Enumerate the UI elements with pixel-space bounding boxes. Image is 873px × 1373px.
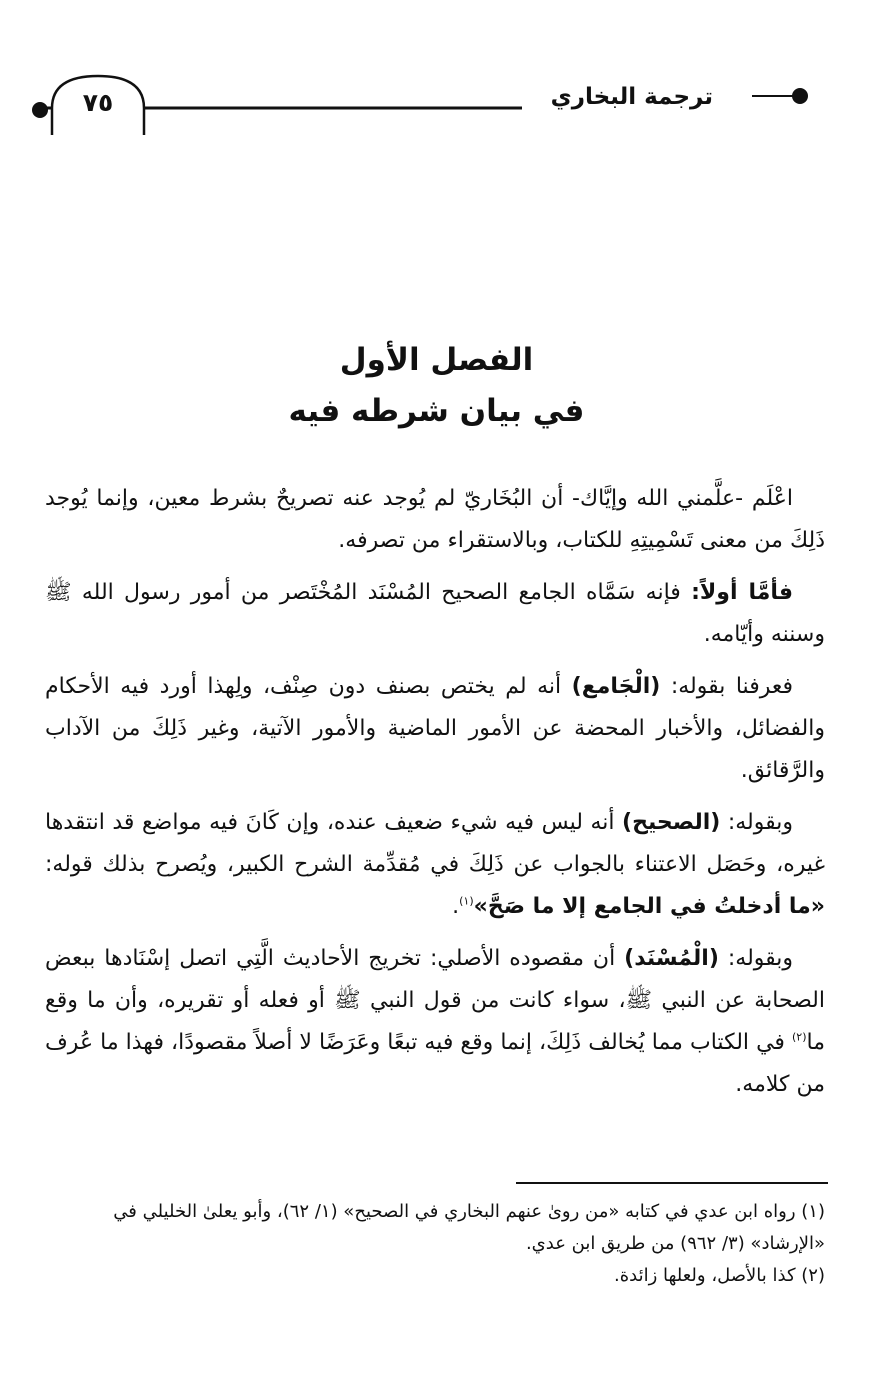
page-header <box>0 0 873 150</box>
page-number: ٧٥ <box>82 88 114 117</box>
paragraph-sahih-end: . <box>452 894 460 919</box>
header-ornament <box>0 0 873 150</box>
lead-phrase: فأمَّا أولاً: <box>691 580 793 605</box>
paragraph-intro <box>45 478 825 562</box>
paragraph-first-point-text: فإنه سَمَّاه الجامع الصحيح المُسْنَد المُخْتَصر من أمور رسول الله ﷺ وسننه وأيّامه. <box>45 580 825 647</box>
paragraph-first-point <box>45 572 825 656</box>
paragraph-musnad-text-b: في الكتاب مما يُخالف ذَلِكَ، إنما وقع فيه تبعًا وعَرَضًا لا أصلاً مقصودًا، فهذا ما عُرف من كلامه. <box>45 1030 825 1097</box>
body-text <box>45 478 825 1116</box>
chapter-subtitle: في بيان شرطه فيه <box>288 393 585 429</box>
paragraph-musnad-intro: وبقوله: <box>727 946 794 971</box>
running-title: ترجمة البخاري <box>550 84 713 110</box>
footnote-2: (٢) كذا بالأصل، ولعلها زائدة. <box>613 1265 825 1286</box>
paragraph-sahih <box>45 802 825 928</box>
paragraph-jami-text: أنه لم يختص بصنف دون صِنْف، ولِهذا أورد فيه الأحكام والفضائل، والأخبار المحضة عن الأمور الماضية والأمور الآتية، وغير ذَلِكَ من الآداب والرَّقائق. <box>45 674 825 783</box>
footnote-ref-2[interactable]: (٢) <box>791 1030 807 1044</box>
header-dot-left <box>32 102 48 118</box>
term-sahih: (الصحيح) <box>622 810 721 835</box>
footnote-1: (١) رواه ابن عدي في كتابه «من روىٰ عنهم البخاري في الصحيح» (١/ ٦٢)، وأبو يعلىٰ الخليلي في «الإرشاد» (٣/ ٩٦٢) من طريق ابن عدي. <box>113 1201 825 1254</box>
header-dot-right <box>792 88 808 104</box>
footnote-separator <box>516 1182 828 1184</box>
paragraph-musnad-text-a: أن مقصوده الأصلي: تخريج الأحاديث الَّتِي اتصل إسْنَادها ببعض الصحابة عن النبي ﷺ، سواء كانت من قول النبي ﷺ أو فعله أو تقريره، وأن ما وقع ما <box>45 946 825 1055</box>
footnote-ref-1[interactable]: (١) <box>459 894 474 908</box>
paragraph-jami <box>45 666 825 792</box>
paragraph-jami-intro: فعرفنا بقوله: <box>670 674 793 699</box>
quote-bukhari: «ما أدخلتُ في الجامع إلا ما صَحَّ» <box>473 894 825 919</box>
chapter-title: الفصل الأول <box>339 342 534 378</box>
footnotes <box>45 1196 825 1292</box>
term-musnad: (الْمُسْنَد) <box>624 946 719 971</box>
paragraph-intro-text: اعْلَم -علَّمني الله وإيَّاك- أن البُخَاريّ لم يُوجد عنه تصريحٌ بشرط معين، وإنما يُوجد ذَلِكَ من معنى تَسْمِيتِهِ للكتاب، وبالاستقراء من تصرفه. <box>45 486 825 553</box>
paragraph-sahih-text: أنه ليس فيه شيء ضعيف عنده، وإن كَانَ فيه مواضع قد انتقدها غيره، وحَصَل الاعتناء بالجواب عن ذَلِكَ في مُقدِّمة الشرح الكبير، ويُصرح بذلك قوله: <box>45 810 825 877</box>
term-jami: (الْجَامع) <box>571 674 661 699</box>
paragraph-sahih-intro: وبقوله: <box>727 810 793 835</box>
paragraph-musnad <box>45 938 825 1106</box>
